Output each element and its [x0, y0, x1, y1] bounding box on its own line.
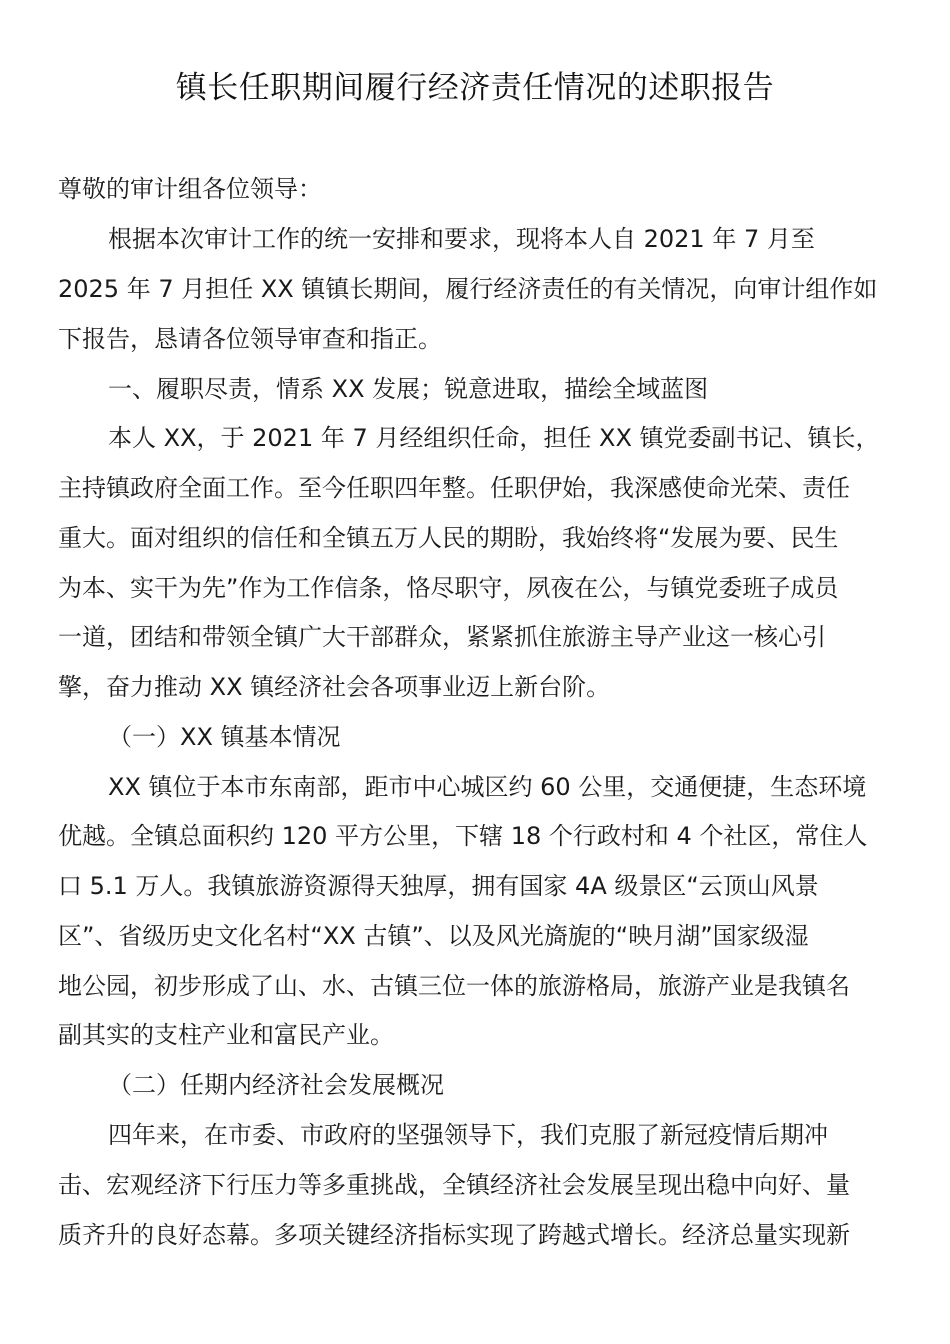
- paragraph-line: XX 镇位于本市东南部，距市中心城区约 60 公里，交通便捷，生态环境: [108, 773, 867, 801]
- paragraph-line: 本人 XX，于 2021 年 7 月经组织任命，担任 XX 镇党委副书记、镇长，: [108, 424, 880, 452]
- paragraph-line: 2025 年 7 月担任 XX 镇镇长期间，履行经济责任的有关情况，向审计组作如: [58, 275, 878, 303]
- paragraph-line: 口 5.1 万人。我镇旅游资源得天独厚，拥有国家 4A 级景区“云顶山风景: [58, 872, 819, 900]
- paragraph-line: 为本、实干为先”作为工作信条，恪尽职守，夙夜在公，与镇党委班子成员: [58, 574, 839, 602]
- document-title: 镇长任职期间履行经济责任情况的述职报告: [175, 70, 775, 106]
- paragraph-line: 根据本次审计工作的统一安排和要求，现将本人自 2021 年 7 月至: [108, 225, 815, 253]
- paragraph-line: 重大。面对组织的信任和全镇五万人民的期盼，我始终将“发展为要、民生: [58, 524, 839, 552]
- paragraph-line: 击、宏观经济下行压力等多重挑战，全镇经济社会发展呈现出稳中向好、量: [58, 1171, 850, 1199]
- paragraph-line: 四年来，在市委、市政府的坚强领导下，我们克服了新冠疫情后期冲: [108, 1121, 828, 1149]
- paragraph-line: 地公园，初步形成了山、水、古镇三位一体的旅游格局，旅游产业是我镇名: [58, 972, 850, 1000]
- paragraph-line: 擎，奋力推动 XX 镇经济社会各项事业迈上新台阶。: [58, 673, 611, 701]
- paragraph-line: 下报告，恳请各位领导审查和指正。: [58, 325, 442, 353]
- paragraph-line: 区”、省级历史文化名村“XX 古镇”、以及风光旖旎的“映月湖”国家级湿: [58, 922, 809, 950]
- salutation-line: 尊敬的审计组各位领导：: [58, 175, 322, 203]
- section-heading: 一、履职尽责，情系 XX 发展；锐意进取，描绘全域蓝图: [108, 375, 709, 403]
- paragraph-line: 副其实的支柱产业和富民产业。: [58, 1021, 394, 1049]
- paragraph-line: 一道，团结和带领全镇广大干部群众，紧紧抓住旅游主导产业这一核心引: [58, 623, 826, 651]
- paragraph-line: 优越。全镇总面积约 120 平方公里，下辖 18 个行政村和 4 个社区，常住人: [58, 822, 868, 850]
- subsection-heading: （一）XX 镇基本情况: [108, 723, 341, 751]
- subsection-heading: （二）任期内经济社会发展概况: [108, 1071, 444, 1099]
- paragraph-line: 质齐升的良好态幕。多项关键经济指标实现了跨越式增长。经济总量实现新: [58, 1221, 850, 1249]
- paragraph-line: 主持镇政府全面工作。至今任职四年整。任职伊始，我深感使命光荣、责任: [58, 474, 850, 502]
